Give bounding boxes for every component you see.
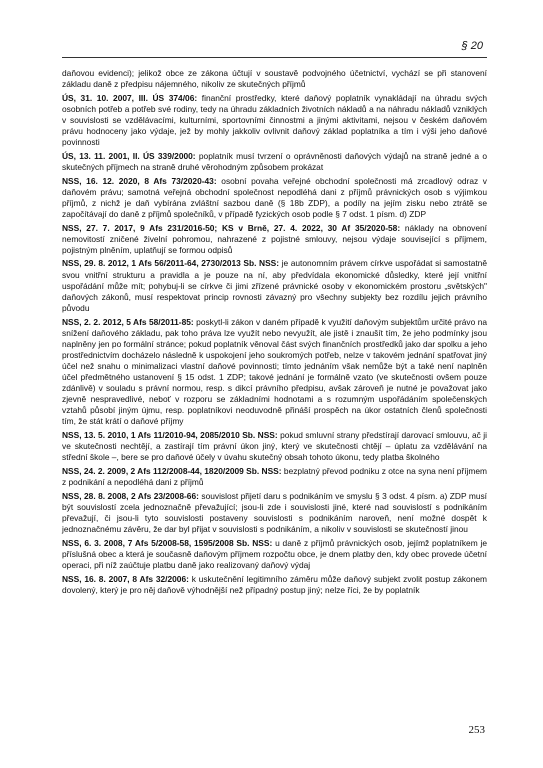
header-divider: [62, 57, 487, 58]
case-reference: NSS, 2. 2. 2012, 5 Afs 58/2011-85:: [62, 316, 194, 327]
case-paragraph: [62, 466, 487, 488]
case-reference: NSS, 13. 5. 2010, 1 Afs 11/2010-94, 2085/2010 Sb. NSS:: [62, 430, 278, 441]
case-reference: NSS, 6. 3. 2008, 7 Afs 5/2008-58, 1595/2008 Sb. NSS:: [62, 537, 273, 548]
case-reference: NSS, 24. 2. 2009, 2 Afs 112/2008-44, 1820/2009 Sb. NSS:: [62, 465, 282, 476]
case-paragraph: [62, 574, 487, 596]
case-reference: NSS, 16. 12. 2020, 8 Afs 73/2020-43:: [62, 175, 217, 186]
case-reference: NSS, 28. 8. 2008, 2 Afs 23/2008-66:: [62, 490, 199, 501]
paragraph-text: u daně z příjmů právnických osob, jejímž poplatníkem je příslušná obec a která je současně daňovým příjmem rozpočtu obce, je dnem platby den, kdy obec provede účetní operaci, při níž zaúčtuje platbu daně jako realizovaný daňový výdaj: [62, 537, 487, 570]
case-paragraph: [62, 258, 487, 313]
paragraph-text: je autonomním právem církve uspořádat si samostatně svou vnitřní strukturu a pravidla a je pouze na ní, aby předvídala ekonomické důsledky, které její vnitřní uspořádání může mít; pohybuj-li se církve či jimi zřízené právnické osoby v ekonomickém prostoru „světských" daňových zákonů, musí respektovat princip rovnosti závazný pro všechny subjekty bez rozdílu jejich právního původu: [62, 258, 487, 313]
case-reference: NSS, 27. 7. 2017, 9 Afs 231/2016-50; KS v Brně, 27. 4. 2022, 30 Af 35/2020-58:: [62, 222, 401, 233]
paragraph-text: pokud smluvní strany předstírají darovací smlouvu, ač ji ve skutečnosti nechtějí, a zastírají tím právní úkon jiný, který ve skutečnosti chtějí – úplatu za vzdělávání na střední škole –, bere se pro daňové účely v úvahu skutečný obsah tohoto úkonu, tedy platba školného: [62, 430, 487, 463]
paragraph: [62, 68, 487, 90]
paragraph-text: poskytl-li zákon v daném případě k využití daňovým subjektům určité právo na snížení daňového základu, pak toho práva lze využít nebo nevyužít, ale jistě i znaušít tím, že jeho podmínky jsou naplněny jen po formální stránce; pokud poplatník věnoval část svých finančních prostředků jako dar spolku a jeho prostřednictvím docházelo následně k uspokojení jeho soukromých potřeb, nelze v takovém jednání spatřovat jiný účel než snahu o minimalizaci vlastní daňové povinnosti; tímto jednáním však nemůže být a také není naplněn účel předmětného ustanovení § 15 odst. 1 ZDP; takové jednání je formálně vzato (ve skutečnosti ovšem pouze zdánlivě) v souladu s právní normou, resp. s dikcí právního předpisu, avšak zároveň je nutné je považovat jako zjevně nespravedlivé, neboť v rozporu se základními hodnotami a s rozumným uspořádáním společenských vztahů působí jiným újmu, resp. poplatníkovi neoduvodně přináší prospěch na úkor ostatních členů společnosti tím, že stát krátí o daňové příjmy: [62, 316, 488, 427]
case-reference: ÚS, 31. 10. 2007, III. ÚS 374/06:: [62, 92, 198, 103]
section-marker: § 20: [461, 40, 483, 52]
paragraph-text: souvislost přijetí daru s podnikáním ve smyslu § 3 odst. 4 písm. a) ZDP musí být souvislostí zcela jednoznačně převažující; jsou-li zde i souvislosti jiné, které nad souvislostí s podnikáním převažují, či jsou-li tyto souvislosti postaveny souvislosti s podnikáním naroveň, není možné dospět k jednoznačnému závěru, že dar byl přijat v souvislosti s podnikáním, a nikoliv v souvislosti se skutečností jinou: [62, 490, 488, 534]
case-paragraph: [62, 491, 487, 535]
paragraph-text: náklady na obnovení nemovitostí zničené živelní pohromou, nahrazené z pojistné smlouvy, nejsou výdaje související s příjmem, pojistným plněním, uplatňují se formou odpisů: [62, 222, 488, 255]
case-reference: ÚS, 13. 11. 2001, II. ÚS 339/2000:: [62, 150, 196, 161]
paragraph-text: osobní povaha veřejné obchodní společnosti má zrcadlový odraz v daňovém právu; samotná veřejná obchodní společnost nepodléhá dani z příjmů právnických osob s výjimkou příjmů, z nichž je daň vybírána zvláštní sazbou daně (§ 18b ZDP), a podíly na jejím zisku nebo ztrátě se započítávají do daně z příjmů společníků, v případě fyzických osob podle § 7 odst. 1 písm. d) ZDP: [62, 175, 487, 219]
paragraph-text: daňovou evidenci); jelikož obce ze zákona účtují v soustavě podvojného účetnictví, vychází se při stanovení základu daně z předpisu nájemného, nikoliv ze skutečných příjmů: [62, 68, 487, 90]
case-paragraph: [62, 176, 487, 220]
paragraph-text: bezplatný převod podniku z otce na syna není příjmem z podnikání a nepodléhá dani z příjmů: [62, 465, 487, 488]
paragraph-text: k uskutečnění legitimního záměru může daňový subjekt zvolit postup zákonem dovolený, který je pro něj daňově výhodnější než případný postup jiný; nelze říci, že by poplatník: [62, 573, 488, 595]
case-paragraph: [62, 317, 487, 428]
case-paragraph: [62, 538, 487, 571]
paragraph-text: finanční prostředky, které daňový poplatník vynakládají na úhradu svých osobních potřeb a potřeb své rodiny, tedy na úhradu základních životních nákladů a na náhradu nákladů vzniklých v souvislosti se vzdělávacími, kulturními, sportovními činnostmi a jinými aktivitami, nejsou v českém daňovém právu hodnoceny jako výdaje, jež by mohly jakkoliv ovlivnit daňový základ poplatníka a tím i výši jeho daňové povinnosti: [62, 92, 488, 148]
paragraph-text: poplatník musí tvrzení o oprávněnosti daňových výdajů na straně jedné a o skutečných příjmech na straně druhé věrohodným způsobem prokázat: [62, 150, 488, 172]
case-paragraph: [62, 93, 487, 148]
case-paragraph: [62, 223, 487, 256]
case-paragraph: [62, 430, 487, 463]
page-body: [62, 68, 487, 598]
page-number: 253: [468, 724, 485, 736]
case-reference: NSS, 16. 8. 2007, 8 Afs 32/2006:: [62, 573, 189, 584]
case-paragraph: [62, 151, 487, 173]
case-reference: NSS, 29. 8. 2012, 1 Afs 56/2011-64, 2730/2013 Sb. NSS:: [62, 258, 280, 269]
